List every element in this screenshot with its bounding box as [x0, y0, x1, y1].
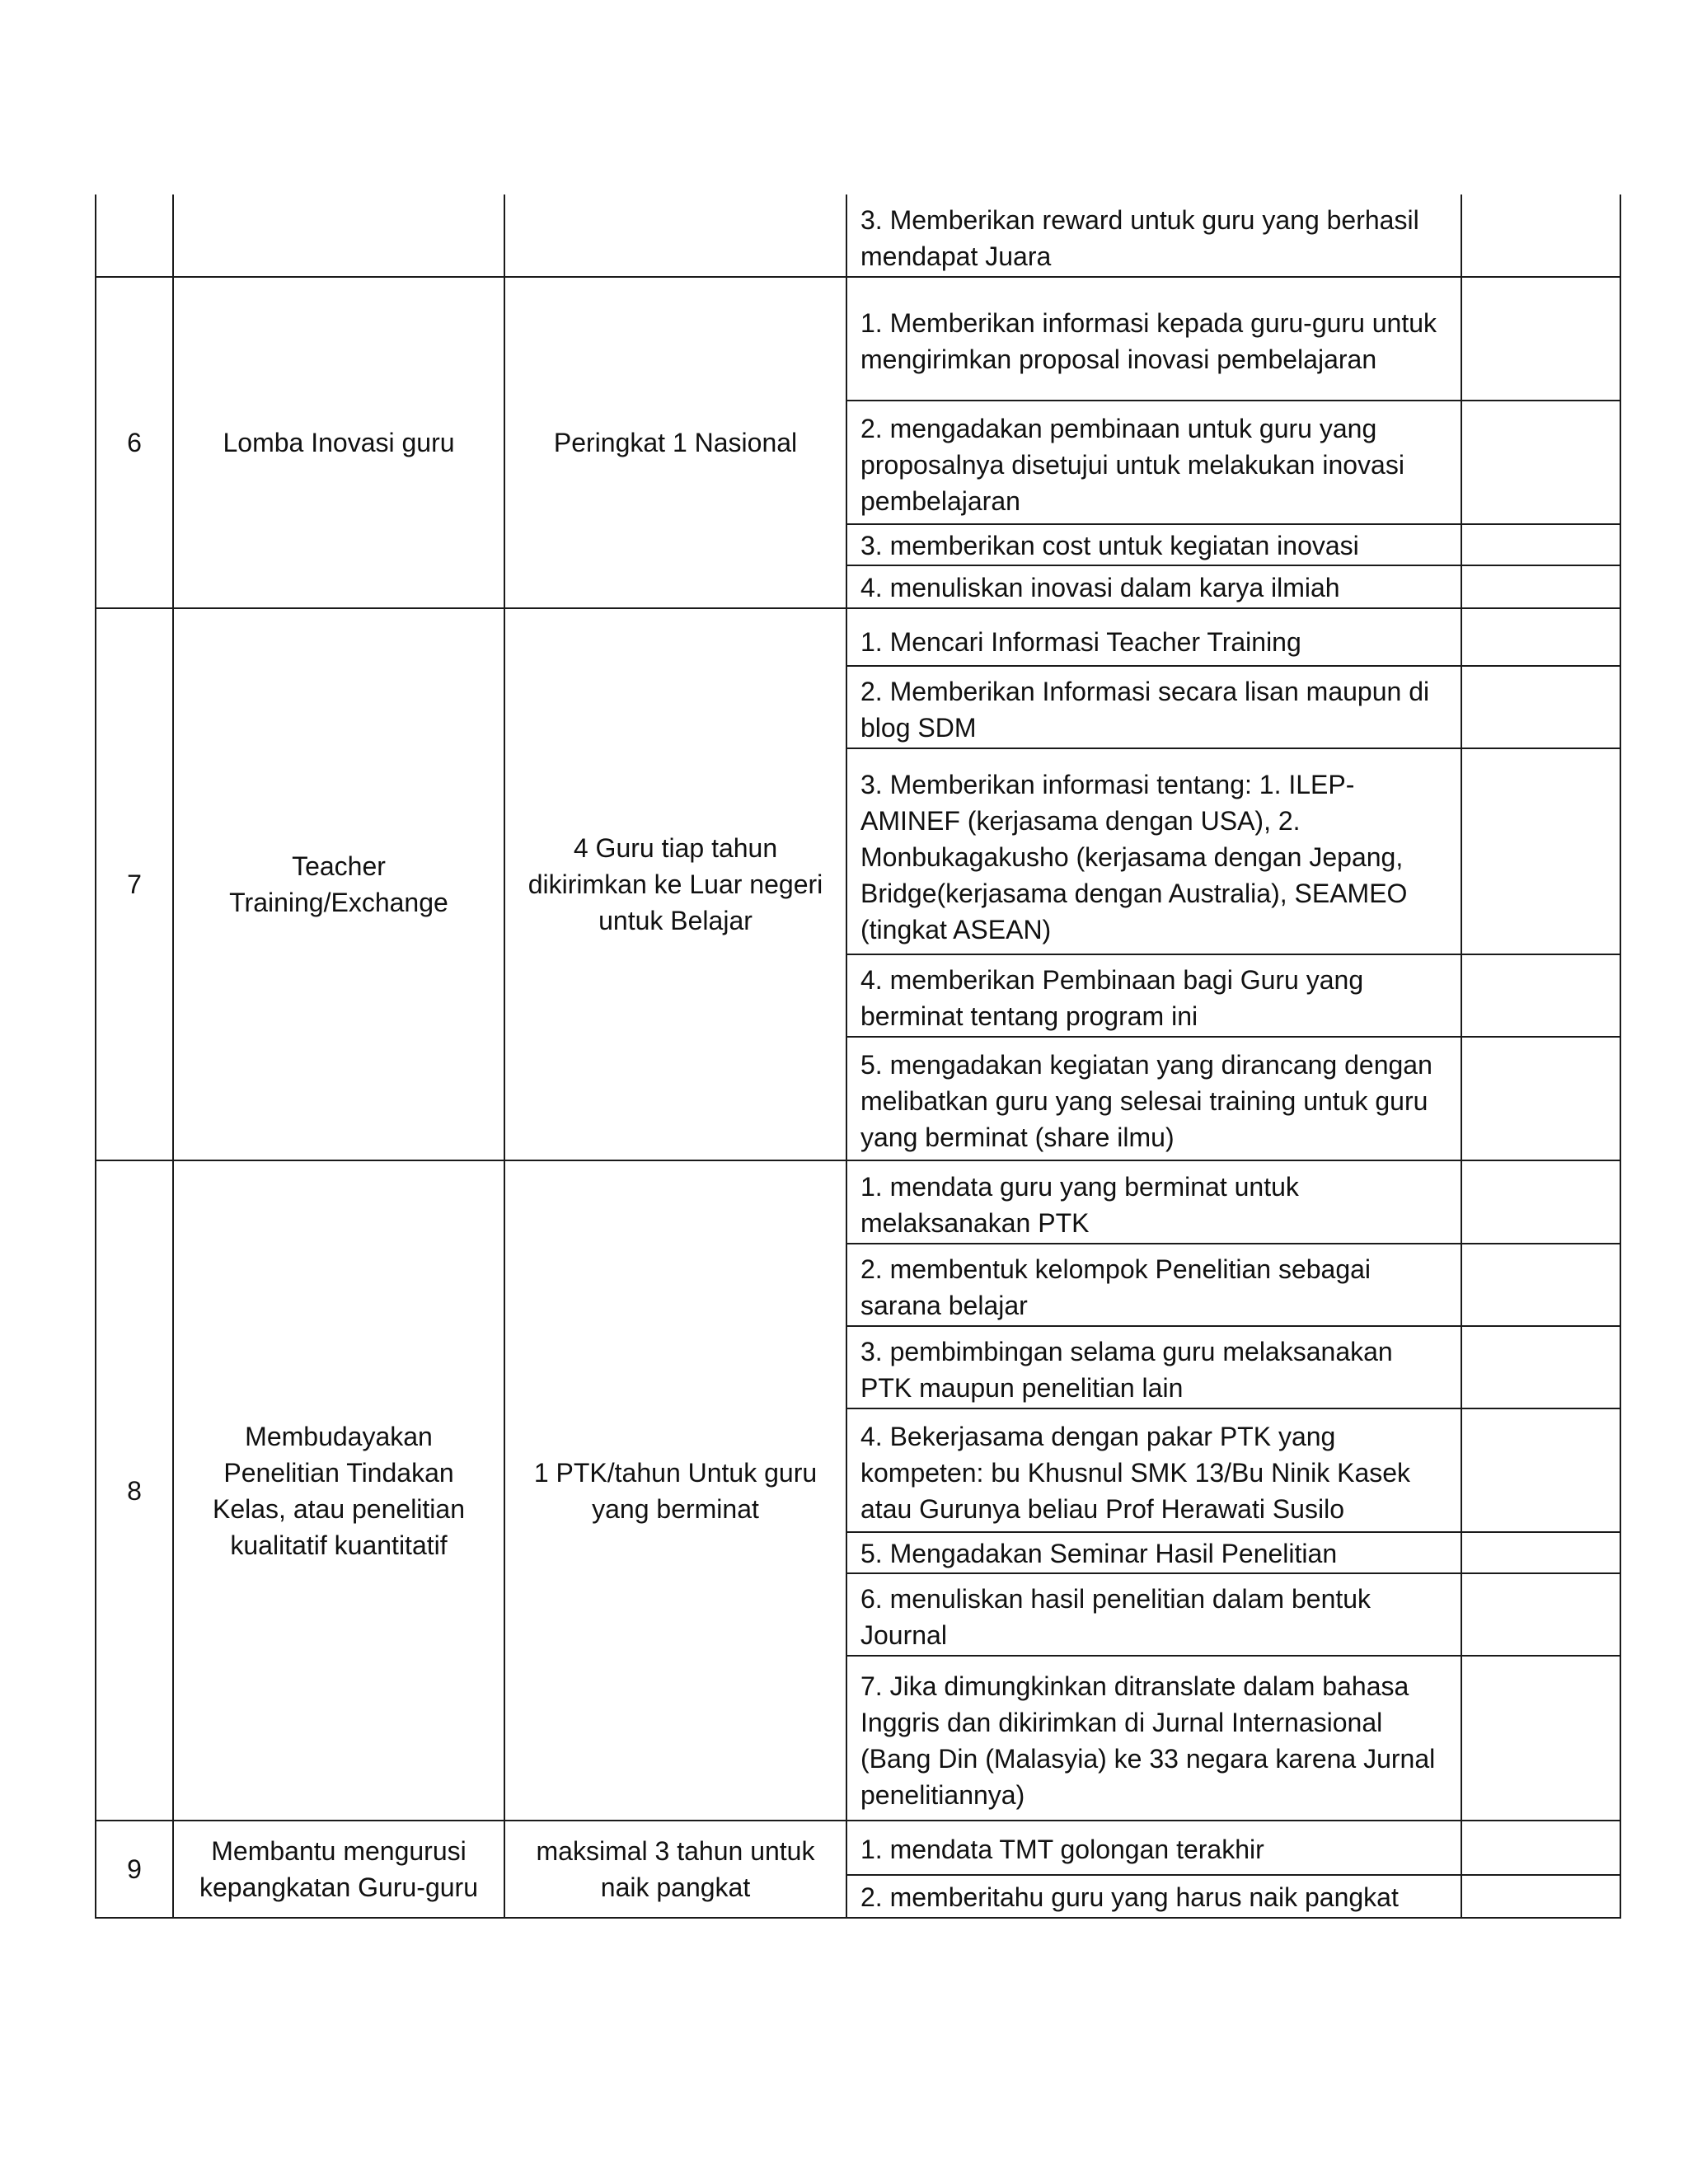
check-cell — [1461, 666, 1620, 748]
activity-cell: 2. memberitahu guru yang harus naik pangkat — [846, 1875, 1461, 1918]
check-cell — [1461, 277, 1620, 401]
check-cell — [1461, 194, 1620, 277]
program-name — [173, 194, 504, 277]
activity-cell: 3. Memberikan informasi tentang: 1. ILEP-AMINEF (kerjasama dengan USA), 2. Monbukagakusho (kerjasama dengan Jepang, Bridge(kerjasama dengan Australia), SEAMEO (tingkat ASEAN) — [846, 748, 1461, 954]
activity-cell: 2. mengadakan pembinaan untuk guru yang proposalnya disetujui untuk melakukan inovasi pembelajaran — [846, 401, 1461, 524]
check-cell — [1461, 1160, 1620, 1244]
activity-cell: 3. pembimbingan selama guru melaksanakan PTK maupun penelitian lain — [846, 1326, 1461, 1408]
program-target: 1 PTK/tahun Untuk guru yang berminat — [504, 1160, 846, 1821]
row-number — [96, 194, 173, 277]
check-cell — [1461, 1037, 1620, 1160]
check-cell — [1461, 524, 1620, 565]
activity-cell: 2. Memberikan Informasi secara lisan maupun di blog SDM — [846, 666, 1461, 748]
activity-cell: 4. Bekerjasama dengan pakar PTK yang kompeten: bu Khusnul SMK 13/Bu Ninik Kasek atau Gurunya beliau Prof Herawati Susilo — [846, 1408, 1461, 1532]
activity-cell: 4. memberikan Pembinaan bagi Guru yang berminat tentang program ini — [846, 954, 1461, 1037]
table-row — [96, 1821, 1620, 1875]
table-row — [96, 277, 1620, 401]
check-cell — [1461, 1244, 1620, 1326]
activity-cell: 1. mendata TMT golongan terakhir — [846, 1821, 1461, 1875]
program-target: maksimal 3 tahun untuk naik pangkat — [504, 1821, 846, 1918]
check-cell — [1461, 608, 1620, 666]
check-cell — [1461, 1532, 1620, 1573]
check-cell — [1461, 1573, 1620, 1656]
program-name: Lomba Inovasi guru — [173, 277, 504, 608]
activity-cell: 3. memberikan cost untuk kegiatan inovasi — [846, 524, 1461, 565]
row-number: 7 — [96, 608, 173, 1160]
activity-cell: 1. Memberikan informasi kepada guru-guru untuk mengirimkan proposal inovasi pembelajaran — [846, 277, 1461, 401]
row-number: 9 — [96, 1821, 173, 1918]
activity-cell: 1. mendata guru yang berminat untuk melaksanakan PTK — [846, 1160, 1461, 1244]
program-table — [95, 194, 1621, 1919]
check-cell — [1461, 1656, 1620, 1821]
row-number: 8 — [96, 1160, 173, 1821]
table-row — [96, 194, 1620, 277]
program-target — [504, 194, 846, 277]
program-name: Membantu mengurusi kepangkatan Guru-guru — [173, 1821, 504, 1918]
program-target: 4 Guru tiap tahun dikirimkan ke Luar negeri untuk Belajar — [504, 608, 846, 1160]
check-cell — [1461, 1875, 1620, 1918]
row-number: 6 — [96, 277, 173, 608]
check-cell — [1461, 954, 1620, 1037]
activity-cell: 5. mengadakan kegiatan yang dirancang dengan melibatkan guru yang selesai training untuk guru yang berminat (share ilmu) — [846, 1037, 1461, 1160]
check-cell — [1461, 401, 1620, 524]
check-cell — [1461, 1821, 1620, 1875]
check-cell — [1461, 1326, 1620, 1408]
activity-cell: 6. menuliskan hasil penelitian dalam bentuk Journal — [846, 1573, 1461, 1656]
activity-cell: 4. menuliskan inovasi dalam karya ilmiah — [846, 565, 1461, 608]
activity-cell: 7. Jika dimungkinkan ditranslate dalam bahasa Inggris dan dikirimkan di Jurnal Internasional (Bang Din (Malasyia) ke 33 negara karena Jurnal penelitiannya) — [846, 1656, 1461, 1821]
activity-cell: 3. Memberikan reward untuk guru yang berhasil mendapat Juara — [846, 194, 1461, 277]
activity-cell: 1. Mencari Informasi Teacher Training — [846, 608, 1461, 666]
activity-cell: 2. membentuk kelompok Penelitian sebagai sarana belajar — [846, 1244, 1461, 1326]
check-cell — [1461, 748, 1620, 954]
program-name: Teacher Training/Exchange — [173, 608, 504, 1160]
check-cell — [1461, 1408, 1620, 1532]
table-row — [96, 1160, 1620, 1244]
activity-cell: 5. Mengadakan Seminar Hasil Penelitian — [846, 1532, 1461, 1573]
program-name: Membudayakan Penelitian Tindakan Kelas, atau penelitian kualitatif kuantitatif — [173, 1160, 504, 1821]
table-row — [96, 608, 1620, 666]
check-cell — [1461, 565, 1620, 608]
program-target: Peringkat 1 Nasional — [504, 277, 846, 608]
